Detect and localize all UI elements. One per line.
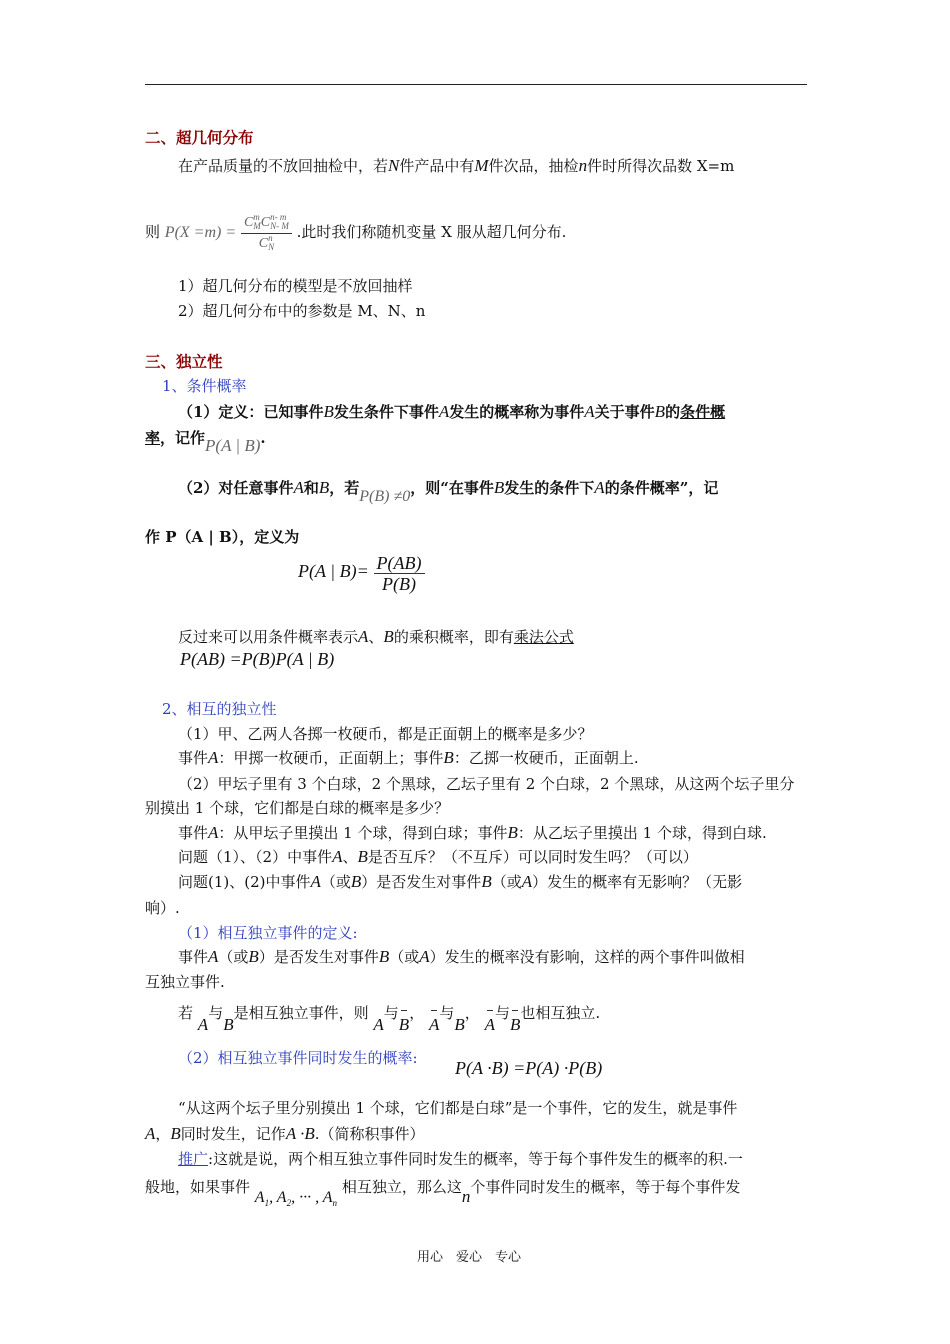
sub: 1 [264,1198,270,1209]
text: 是相互独立事件，则 [233,1004,369,1022]
var-B: B [248,947,259,966]
text: 若 [178,1004,194,1022]
heading-independence: 三、独立性 [145,352,223,371]
var-B: B [481,872,492,891]
var-B: B [357,847,368,866]
text: .（简称积事件） [314,1125,425,1143]
formula-lhs: P(A | B)= [298,561,369,581]
var-A: A [484,1015,495,1034]
header-rule [145,84,807,85]
fraction-denominator: P(B) [382,573,417,594]
text: ， [409,1004,425,1022]
text: .此时我们称随机变量 X 服从超几何分布. [296,223,567,241]
var-n: n [461,1187,471,1206]
text: （或 [218,948,249,966]
sub: n [332,1198,338,1209]
text: 件产品中有 [399,157,475,175]
text: 的乘积概率，即有 [393,628,514,646]
text: （1）定义：已知事件 [178,403,324,421]
example-line1: “从这两个坛子里分别摸出 1 个球，它们都是白球”是一个事件，它的发生，就是事件 [178,1099,738,1117]
var-n: n [578,156,588,175]
multiplication-formula-term: 乘法公式 [513,628,574,646]
var-A: A [373,1015,384,1034]
independent-definition-line1 [178,947,745,967]
var-B: B [223,1015,234,1034]
cond-def-1-line2 [145,428,266,455]
var-B: B [323,402,334,421]
sub: M [253,221,261,232]
formula-P-A-given-B: P(A | B) [205,436,261,455]
fraction-numerator: P(AB) [374,553,425,574]
heading-hypergeometric: 二、超几何分布 [145,128,254,147]
events-1 [178,748,639,768]
var-A: A [208,823,219,842]
var-A: A [521,872,533,891]
var-B: B [654,402,666,421]
complement-A [485,1010,495,1037]
text: （或 [491,873,522,891]
text: ，若 [329,479,360,497]
text: 发生条件下事件 [333,403,439,421]
complement-statement [178,998,601,1034]
text: ）是否发生对事件 [361,873,482,891]
overbar [431,1010,437,1011]
var-A: A [208,947,219,966]
sup: n- m [270,212,287,223]
cond-fraction [374,553,425,594]
text: 的 [665,403,681,421]
var-M: M [474,156,489,175]
text: 事件 [178,749,209,767]
cond-def-2-line2: 作 P（A | B），定义为 [145,528,300,546]
subheading-simultaneous: （2）相互独立事件同时发生的概率: [178,1049,418,1067]
subheading-independent-definition: （1）相互独立事件的定义: [178,924,358,942]
text: ）是否发生对事件 [258,948,379,966]
complement-B [399,1010,409,1037]
text: （或 [389,948,420,966]
text: 也相互独立. [520,1004,601,1022]
formula-lhs: P(X =m) = [164,224,237,241]
text: ）发生的概率有无影响？（无影 [532,873,743,891]
sup: n [268,233,273,244]
var-A: A [254,1189,265,1206]
text: ：甲掷一枚硬币，正面朝上；事件 [218,749,444,767]
var-A: A [310,872,321,891]
text: 问题(1)、(2)中事件 [178,873,311,891]
c: C [243,214,254,230]
generalization-line2 [145,1175,741,1209]
var-B: B [170,1124,181,1143]
overbar [401,1010,407,1011]
text: ， [464,1004,480,1022]
text: 个事件同时发生的概率，等于每个事件发 [470,1178,741,1196]
text: 件时所得次品数 X=m [587,157,735,175]
underlined-term: 率 [145,429,161,447]
generalization-term: 推广 [178,1150,209,1168]
event-sequence [254,1189,338,1209]
fraction-denominator [241,234,292,254]
var-B: B [398,1015,410,1034]
text: 事件 [178,824,209,842]
var-N: N [388,156,400,175]
question-2-line2: 别摸出 1 个球，它们都是白球的概率是多少？ [145,799,450,817]
sub: N- M [270,221,289,232]
text: ：乙掷一枚硬币，正面朝上. [453,749,639,767]
text: 与 [494,1004,510,1022]
var-B: B [350,872,362,891]
text: 件次品，抽检 [488,157,579,175]
var-A: A [594,478,605,497]
problem-influence-line2: 响）. [145,899,180,917]
footer: 用心 爱心 专心 [417,1250,522,1265]
var-B: B [454,1015,465,1034]
hyper-item-2: 2）超几何分布中的参数是 M、N、n [178,302,426,320]
var-B: B [493,478,505,497]
hyper-formula-line [145,212,566,254]
text: 与 [208,1004,224,1022]
text: 在产品质量的不放回抽检中，若 [178,157,389,175]
text: 事件 [178,948,209,966]
text: 发生的概率称为事件 [449,403,585,421]
fraction-numerator [241,213,292,234]
question-1: （1）甲、乙两人各掷一枚硬币，都是正面朝上的概率是多少？ [178,725,593,743]
subheading-mutual-independence: 2、相互的独立性 [162,700,277,718]
c: C [258,235,269,251]
hyper-fraction [241,213,292,254]
events-2 [178,823,767,843]
text: 发生的条件下 [504,479,595,497]
question-2-line1: （2）甲坛子里有 3 个白球，2 个黑球，乙坛子里有 2 个白球，2 个黑球，从这两个坛子里分 [178,775,795,793]
text: 、 [368,628,384,646]
var-A: A [358,627,369,646]
var-A: A [145,1124,156,1143]
text: , ··· , A [291,1189,333,1206]
text: 则 [145,223,161,241]
var-A: A [419,947,430,966]
text: 问题（1）、（2）中事件 [178,848,333,866]
var-B: B [509,1015,521,1034]
var-A: A [438,402,450,421]
text: . [260,429,266,447]
text: （或 [320,873,351,891]
text: ，记作 [160,429,206,447]
formula-PB-nonzero: P(B) ≠0 [359,488,411,505]
problem-influence-line1 [178,872,742,892]
text: 和 [303,479,319,497]
multiplication-formula: P(AB) =P(B)P(A | B) [180,649,335,669]
text: （2）对任意事件 [178,479,294,497]
c: C [260,214,271,230]
var-B: B [318,478,330,497]
independent-definition-line2: 互独立事件. [145,973,225,991]
complement-B [510,1010,520,1037]
var-A: A [584,402,595,421]
problem-exclusive [178,847,698,867]
var-A: A [208,748,219,767]
text: ：从甲坛子里摸出 1 个球，得到白球；事件 [218,824,508,842]
example-line2 [145,1124,425,1144]
var-B: B [378,947,390,966]
underlined-term: 条件概 [680,403,726,421]
sup: m [253,212,260,223]
text: , A [269,1189,287,1206]
text: 般地，如果事件 [145,1178,251,1196]
var-A: A [332,847,343,866]
text: 反过来可以用条件概率表示 [178,628,359,646]
text: 、 [342,848,358,866]
subheading-conditional: 1、条件概率 [162,377,247,395]
var-B: B [507,823,518,842]
var-B: B [383,627,394,646]
text: 同时发生，记作 [180,1125,286,1143]
sub: 2 [286,1198,292,1209]
text: 关于事件 [594,403,655,421]
text: 与 [383,1004,399,1022]
text: ， [155,1125,171,1143]
var-B: B [443,748,454,767]
var-A: A [197,1015,209,1034]
var-A: A [428,1015,440,1034]
text: 相互独立，那么这 [341,1178,462,1196]
text: 的条件概率”，记 [604,479,719,497]
simultaneous-formula: P(A ·B) =P(A) ·P(B) [455,1058,603,1078]
hyper-para-1 [178,156,734,176]
text: 与 [439,1004,455,1022]
cond-def-2-line1 [178,478,719,505]
text: :这就是说，两个相互独立事件同时发生的概率，等于每个事件发生的概率的积.一 [208,1150,743,1168]
sub: N [268,242,275,253]
cond-def-1-line1 [178,402,725,422]
complement-A [429,1010,439,1037]
generalization-line1 [178,1149,743,1169]
text: ）发生的概率没有影响，这样的两个事件叫做相 [429,948,745,966]
text: ，则“在事件 [410,479,494,497]
product-event: A ·B [285,1124,315,1143]
text: 是否互斥？（不互斥）可以同时发生吗？（可以） [367,848,698,866]
reverse-line [178,627,574,647]
hyper-item-1: 1）超几何分布的模型是不放回抽样 [178,277,413,295]
overbar [487,1010,493,1011]
overbar [512,1010,518,1011]
text: ：从乙坛子里摸出 1 个球，得到白球. [517,824,767,842]
cond-definition-formula [298,548,425,595]
var-A: A [293,478,304,497]
